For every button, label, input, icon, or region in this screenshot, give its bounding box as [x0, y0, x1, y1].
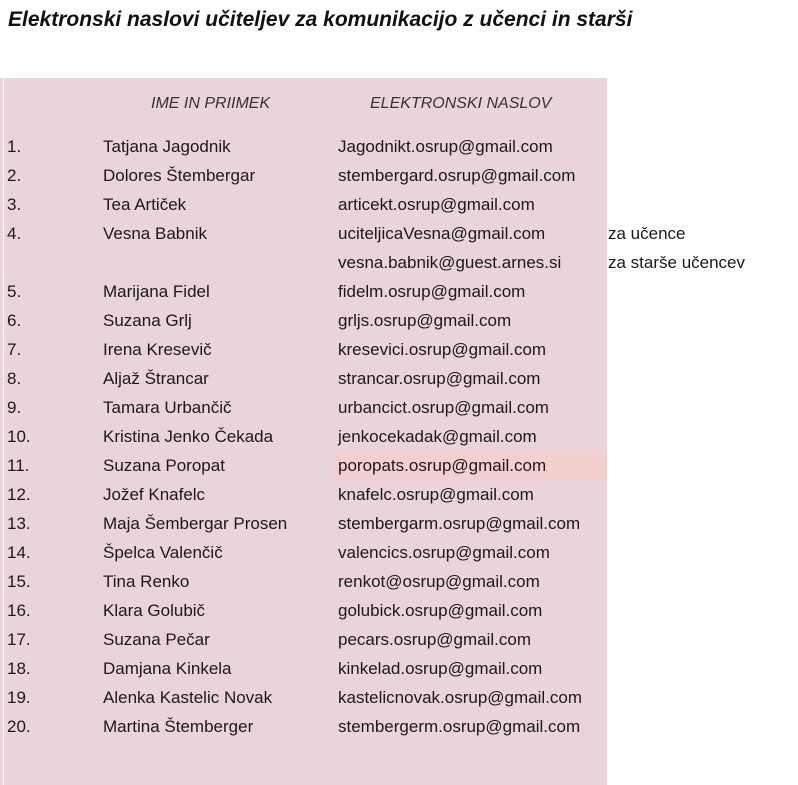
email-address[interactable]: kastelicnovak.osrup@gmail.com [338, 688, 583, 707]
teacher-name: Marijana Fidel [103, 282, 210, 301]
row-number: 16. [7, 601, 31, 620]
row-note: za starše učencev [608, 253, 746, 272]
email-address[interactable]: jenkocekadak@gmail.com [338, 427, 537, 446]
teacher-name: Tea Artiček [103, 195, 187, 214]
email-address[interactable]: uciteljicaVesna@gmail.com [338, 224, 546, 243]
teacher-name: Tamara Urbančič [103, 398, 232, 417]
email-address[interactable]: grljs.osrup@gmail.com [338, 311, 512, 330]
header-name: IME IN PRIIMEK [151, 95, 271, 112]
table-row [0, 568, 798, 597]
teacher-name: Suzana Grlj [103, 311, 192, 330]
email-address[interactable]: stembergard.osrup@gmail.com [338, 166, 576, 185]
teacher-name: Vesna Babnik [103, 224, 207, 243]
row-number: 1. [7, 137, 22, 156]
row-number: 10. [7, 427, 31, 446]
table-row [0, 249, 798, 278]
teacher-name: Tina Renko [103, 572, 190, 591]
table-row [0, 452, 798, 481]
email-address[interactable]: golubick.osrup@gmail.com [338, 601, 543, 620]
table-row [0, 684, 798, 713]
table-row [0, 133, 798, 162]
email-address[interactable]: articekt.osrup@gmail.com [338, 195, 535, 214]
row-number: 9. [7, 398, 22, 417]
table-row [0, 278, 798, 307]
email-address[interactable]: Jagodnikt.osrup@gmail.com [338, 137, 553, 156]
table-row [0, 336, 798, 365]
table-row [0, 510, 798, 539]
teacher-name: Martina Štemberger [103, 717, 254, 736]
email-address[interactable]: knafelc.osrup@gmail.com [338, 485, 534, 504]
teacher-list [0, 133, 798, 742]
row-note: za učence [608, 224, 686, 243]
header-email: ELEKTRONSKI NASLOV [370, 95, 552, 112]
table-row [0, 626, 798, 655]
row-number: 13. [7, 514, 31, 533]
table-row [0, 220, 798, 249]
row-number: 8. [7, 369, 22, 388]
teacher-name: Kristina Jenko Čekada [103, 427, 274, 446]
table-row [0, 481, 798, 510]
row-number: 14. [7, 543, 31, 562]
page-title: Elektronski naslovi učiteljev za komunikacijo z učenci in starši [8, 8, 633, 31]
row-number: 15. [7, 572, 31, 591]
row-number: 20. [7, 717, 31, 736]
teacher-name: Irena Kresevič [103, 340, 212, 359]
row-number: 17. [7, 630, 31, 649]
email-address[interactable]: kresevici.osrup@gmail.com [338, 340, 547, 359]
table-row [0, 365, 798, 394]
email-address[interactable]: fidelm.osrup@gmail.com [338, 282, 526, 301]
table-row [0, 394, 798, 423]
teacher-name: Suzana Poropat [103, 456, 225, 475]
row-number: 3. [7, 195, 22, 214]
row-number: 12. [7, 485, 31, 504]
row-number: 7. [7, 340, 22, 359]
email-address[interactable]: urbancict.osrup@gmail.com [338, 398, 549, 417]
teacher-name: Aljaž Štrancar [103, 369, 209, 388]
row-number: 4. [7, 224, 22, 243]
email-address[interactable]: vesna.babnik@guest.arnes.si [338, 253, 562, 272]
email-address[interactable]: poropats.osrup@gmail.com [338, 456, 547, 475]
teacher-name: Klara Golubič [103, 601, 206, 620]
row-number: 18. [7, 659, 31, 678]
table-row [0, 713, 798, 742]
row-number: 11. [7, 456, 30, 475]
email-address[interactable]: stembergarm.osrup@gmail.com [338, 514, 581, 533]
table-row [0, 597, 798, 626]
table-row [0, 423, 798, 452]
row-number: 19. [7, 688, 31, 707]
table-row [0, 162, 798, 191]
teacher-name: Damjana Kinkela [103, 659, 232, 678]
teacher-name: Tatjana Jagodnik [103, 137, 231, 156]
row-number: 5. [7, 282, 22, 301]
email-address[interactable]: renkot@osrup@gmail.com [338, 572, 540, 591]
teacher-name: Maja Šembergar Prosen [103, 514, 288, 533]
teacher-name: Suzana Pečar [103, 630, 210, 649]
email-address[interactable]: strancar.osrup@gmail.com [338, 369, 541, 388]
table-row [0, 191, 798, 220]
teacher-name: Jožef Knafelc [103, 485, 206, 504]
table-row [0, 539, 798, 568]
row-number: 6. [7, 311, 22, 330]
email-address[interactable]: kinkelad.osrup@gmail.com [338, 659, 543, 678]
table-row [0, 307, 798, 336]
email-address[interactable]: pecars.osrup@gmail.com [338, 630, 531, 649]
email-address[interactable]: valencics.osrup@gmail.com [338, 543, 550, 562]
table-row [0, 655, 798, 684]
teacher-name: Špelca Valenčič [103, 543, 223, 562]
teacher-name: Alenka Kastelic Novak [103, 688, 273, 707]
teacher-name: Dolores Štembergar [103, 166, 256, 185]
email-address[interactable]: stembergerm.osrup@gmail.com [338, 717, 581, 736]
row-number: 2. [7, 166, 22, 185]
